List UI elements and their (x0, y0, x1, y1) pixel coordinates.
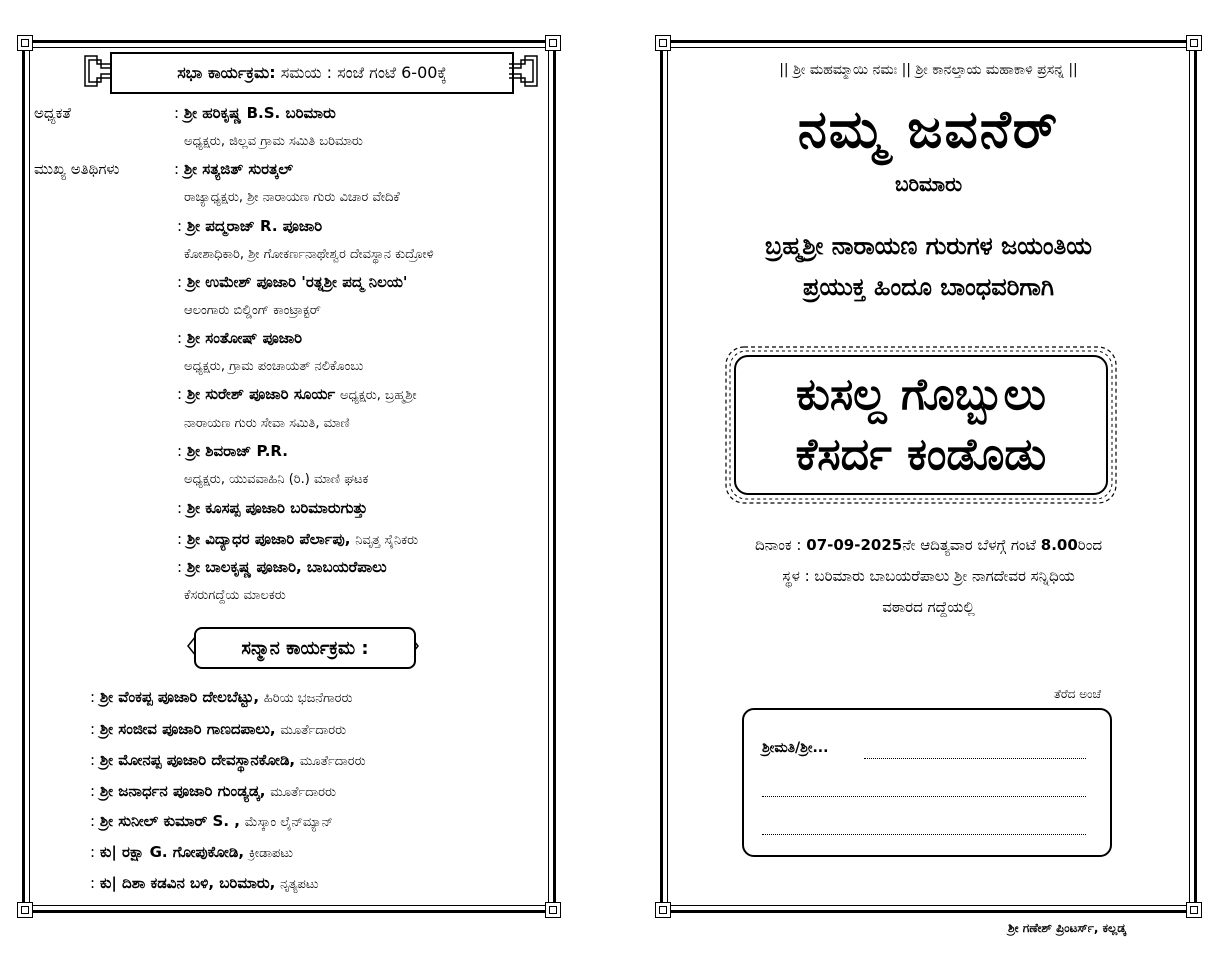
corner-ornament (17, 35, 33, 51)
sanmana-title: ಸನ್ಮಾನ ಕಾರ್ಯಕ್ರಮ : (194, 627, 416, 669)
corner-ornament (1186, 35, 1202, 51)
address-line (762, 834, 1086, 835)
right-panel (660, 40, 1197, 913)
header-ornament-right-icon (507, 50, 545, 92)
place-name: ಬರಿಮಾರು (894, 172, 963, 196)
guest-name: : ಶ್ರೀ ಸಂತೋಷ್ ಪೂಜಾರಿ (177, 329, 303, 347)
corner-ornament (17, 902, 33, 918)
venue-line-1: ಸ್ಥಳ : ಬರಿಮಾರು ಬಾಬಯರೆಪಾಲು ಶ್ರೀ ನಾಗದೇವರ ಸನ್ನಿಧಿಯ (782, 567, 1075, 585)
printer-credit: ಶ್ರೀ ಗಣೇಶ್ ಪ್ರಿಂಟರ್ಸ್, ಕಲ್ಲಡ್ಕ (1008, 921, 1127, 935)
date-line: ದಿನಾಂಕ : 07-09-2025ನೇ ಆದಿತ್ಯವಾರ ಬೆಳಗ್ಗೆ ಗಂಟೆ 8.00ರಿಂದ (754, 536, 1103, 554)
honoree-row: : ಕು| ದಿಶಾ ಕಡವಿನ ಬಳಿ, ಬರಿಮಾರು, ನೃತ್ಯಪಟು (90, 874, 319, 892)
guest-name: : ಶ್ರೀ ಸತ್ಯಜಿತ್ ಸುರತ್ಕಲ್ (174, 160, 293, 178)
sabha-time: ಸಮಯ : ಸಂಜೆ ಗಂಟೆ 6-00ಕ್ಕೆ (280, 63, 447, 82)
venue-line-2: ವಠಾರದ ಗದ್ದೆಯಲ್ಲಿ (882, 598, 975, 616)
honoree-row: : ಶ್ರೀ ಸುನೀಲ್ ಕುಮಾರ್ S. , ಮೆಸ್ಕಾಂ ಲೈನ್‌ಮ್ಯಾನ್ (90, 812, 334, 830)
occasion-line-1: ಬ್ರಹ್ಮಶ್ರೀ ನಾರಾಯಣ ಗುರುಗಳ ಜಯಂತಿಯ (765, 232, 1092, 260)
address-box (742, 708, 1112, 857)
main-title: ನಮ್ಮ ಜವನೆರ್ (797, 100, 1060, 160)
guest-name: : ಶ್ರೀ ಸುರೇಶ್ ಪೂಜಾರಿ ಸೂರ್ಯ ಅಧ್ಯಕ್ಷರು, ಬ್ರಹ್ಮಶ್ರೀ (177, 385, 417, 403)
president-title: ಅಧ್ಯಕ್ಷರು, ಜಿಲ್ಲವ ಗ್ರಾಮ ಸಮಿತಿ ಬರಿಮಾರು (184, 134, 363, 149)
honoree-row: : ಶ್ರೀ ಸಂಜೀವ ಪೂಜಾರಿ ಗಾಣದಪಾಲು, ಮೂರ್ತೆದಾರರು (90, 720, 347, 738)
guest-name: : ಶ್ರೀ ಕೂಸಪ್ಪ ಪೂಜಾರಿ ಬರಿಮಾರುಗುತ್ತು (177, 499, 368, 517)
sabha-header (110, 52, 514, 94)
address-line (864, 758, 1086, 759)
left-panel (22, 40, 556, 913)
occasion-line-2: ಪ್ರಯುಕ್ತ ಹಿಂದೂ ಬಾಂಧವರಿಗಾಗಿ (803, 273, 1054, 301)
president-name: : ಶ್ರೀ ಹರಿಕೃಷ್ಣ B.S. ಬರಿಮಾರು (174, 104, 336, 122)
guest-name: : ಶ್ರೀ ಬಾಲಕೃಷ್ಣ ಪೂಜಾರಿ, ಬಾಬಯರೆಪಾಲು (177, 558, 387, 576)
blessing-line: || ಶ್ರೀ ಮಹಮ್ಮಾಯಿ ನಮಃ || ಶ್ರೀ ಕಾನಲ್ತಾಯ ಮಹಾಕಾಳಿ ಪ್ರಸನ್ನ || (779, 62, 1078, 78)
corner-ornament (545, 902, 561, 918)
guest-title: ಆಲಂಗಾರು ಬಿಲ್ಡಿಂಗ್ ಕಾಂಟ್ರಾಕ್ಟರ್ (184, 303, 321, 318)
event-title-line-1: ಕುಸಲ್ದ ಗೊಬ್ಬುಲು (796, 369, 1046, 420)
corner-ornament (545, 35, 561, 51)
corner-ornament (655, 35, 671, 51)
guest-name: : ಶ್ರೀ ಶಿವರಾಜ್ P.R. (177, 442, 288, 460)
corner-ornament (1186, 902, 1202, 918)
event-title-line-2: ಕೆಸರ್ದ ಕಂಡೊಡು (795, 429, 1047, 480)
event-title-frame (724, 345, 1118, 505)
honoree-row: : ಕು| ರಕ್ಷಾ G. ಗೋಪುಕೋಡಿ, ಕ್ರೀಡಾಪಟು (90, 843, 293, 861)
sabha-label: ಸಭಾ ಕಾರ್ಯಕ್ರಮ: (177, 63, 276, 82)
guest-name: : ಶ್ರೀ ಉಮೇಶ್ ಪೂಜಾರಿ 'ರತ್ನಶ್ರೀ ಪದ್ಮ ನಿಲಯ' (177, 273, 408, 291)
guest-title: ಅಧ್ಯಕ್ಷರು, ಗ್ರಾಮ ಪಂಚಾಯತ್ ನಲಿಕೊಂಬು (184, 359, 364, 374)
guest-name: : ಶ್ರೀ ವಿದ್ಯಾಧರ ಪೂಜಾರಿ ಪೆರ್ಲಾಪು, ನಿವೃತ್ತ ಸೈನಿಕರು (177, 530, 419, 548)
open-post-label: ತೆರೆದ ಅಂಚೆ (1054, 687, 1102, 701)
honoree-row: : ಶ್ರೀ ವೆಂಕಪ್ಪ ಪೂಜಾರಿ ದೇಲಬೆಟ್ಟು, ಹಿರಿಯ ಭಜನೆಗಾರರು (90, 688, 353, 706)
guest-title: ರಾಜ್ಯಾಧ್ಯಕ್ಷರು, ಶ್ರೀ ನಾರಾಯಣ ಗುರು ವಿಚಾರ ವೇದಿಕೆ (184, 190, 400, 205)
address-line (762, 796, 1086, 797)
guest-title: ಕೆಸರುಗದ್ದೆಯ ಮಾಲಕರು (184, 588, 286, 603)
guest-title: ನಾರಾಯಣ ಗುರು ಸೇವಾ ಸಮಿತಿ, ಮಾಣಿ (184, 416, 350, 431)
guest-title: ಅಧ್ಯಕ್ಷರು, ಯುವವಾಹಿನಿ (ರಿ.) ಮಾಣಿ ಘಟಕ (184, 472, 369, 487)
president-label: ಅಧ್ಯಕತೆ (34, 104, 71, 122)
guest-name: : ಶ್ರೀ ಪದ್ಮರಾಜ್ R. ಪೂಜಾರಿ (177, 217, 323, 235)
guest-title: ಕೋಶಾಧಿಕಾರಿ, ಶ್ರೀ ಗೋಕರ್ಣನಾಥೇಶ್ವರ ದೇವಸ್ಥಾನ ಕುದ್ರೋಳಿ (184, 247, 434, 262)
guests-label: ಮುಖ್ಯ ಅತಿಥಿಗಳು (34, 160, 120, 178)
addressee-label: ಶ್ರೀಮತಿ/ಶ್ರೀ... (762, 740, 829, 756)
honoree-row: : ಶ್ರೀ ಜನಾರ್ಧನ ಪೂಜಾರಿ ಗುಂಡ್ಯಡ್ಕ, ಮೂರ್ತೆದಾರರು (90, 782, 336, 800)
honoree-row: : ಶ್ರೀ ಮೋನಪ್ಪ ಪೂಜಾರಿ ದೇವಸ್ಥಾನಕೋಡಿ, ಮೂರ್ತೆದಾರರು (90, 751, 366, 769)
corner-ornament (655, 902, 671, 918)
